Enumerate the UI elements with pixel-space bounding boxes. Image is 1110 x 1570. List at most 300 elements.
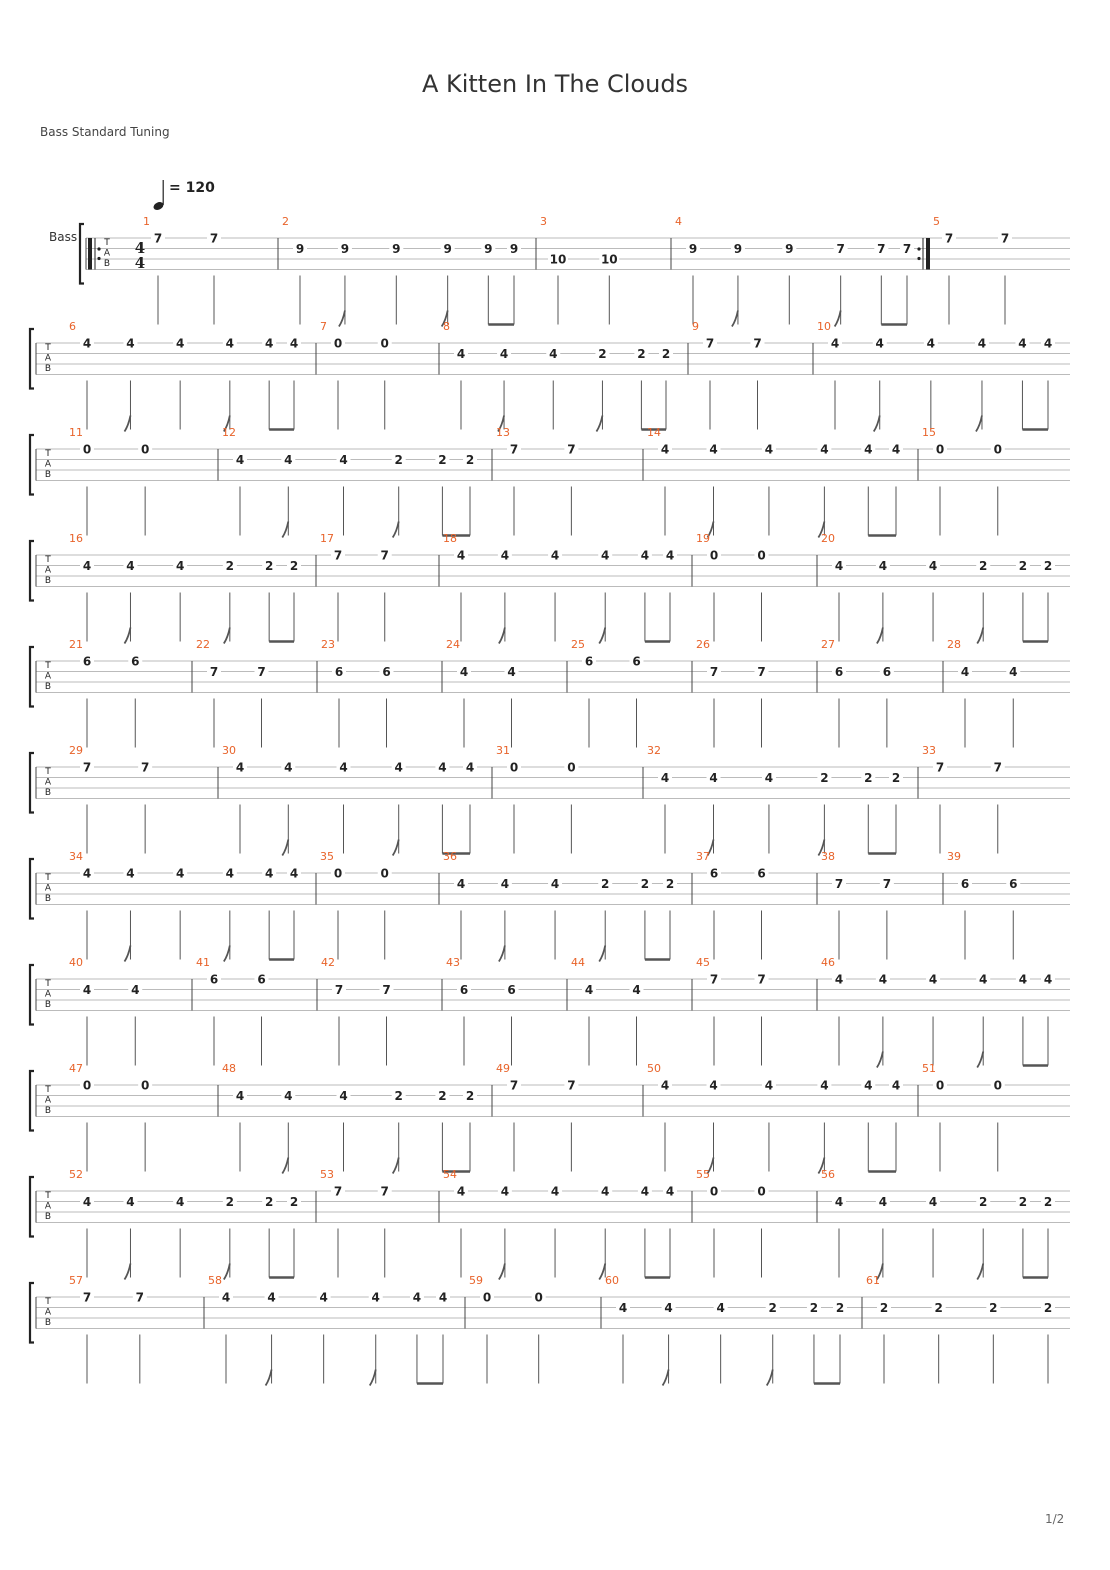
- measure-number: 42: [321, 956, 335, 969]
- fret-number: 4: [339, 760, 348, 775]
- fret-number: 6: [882, 665, 892, 679]
- fret-number: 4: [834, 972, 844, 987]
- fret-number: 2: [835, 1301, 845, 1315]
- fret-number: 6: [507, 983, 516, 997]
- fret-number: 7: [567, 1078, 576, 1093]
- fret-number: 2: [1043, 1301, 1053, 1315]
- fret-number: 2: [394, 1089, 403, 1103]
- fret-number: 4: [225, 336, 235, 351]
- tab-clef-letter: T: [45, 661, 51, 671]
- fret-number: 4: [550, 877, 560, 891]
- fret-number: 2: [979, 1195, 988, 1209]
- fret-number: 4: [1043, 972, 1053, 987]
- measure-number: 57: [69, 1274, 83, 1287]
- fret-number: 0: [935, 442, 945, 457]
- fret-number: 4: [601, 548, 610, 563]
- measure-number: 45: [696, 956, 710, 969]
- staff-system: [30, 744, 1070, 856]
- instrument-name: Bass: [49, 230, 78, 244]
- measure: [817, 1168, 1055, 1280]
- tab-clef-letter: B: [44, 470, 52, 480]
- page-number: 1/2: [1045, 1512, 1065, 1526]
- measure-number: 39: [947, 850, 961, 863]
- fret-number: 2: [438, 453, 447, 467]
- measure-number: 2: [282, 215, 289, 228]
- fret-number: 4: [878, 972, 888, 987]
- measure-number: 33: [922, 744, 936, 757]
- tuning-label: Bass Standard Tuning: [40, 125, 170, 139]
- eighth-flag: [224, 1264, 230, 1280]
- fret-number: 4: [1018, 972, 1028, 987]
- fret-number: 7: [509, 442, 519, 457]
- fret-number: 2: [264, 1195, 274, 1209]
- eighth-flag: [499, 1264, 505, 1280]
- eighth-flag: [499, 628, 505, 644]
- measure: [69, 532, 301, 644]
- fret-number: 4: [665, 548, 675, 563]
- tab-clef-letter: A: [44, 459, 52, 470]
- fret-number: 4: [891, 442, 901, 457]
- fret-number: 7: [82, 760, 92, 775]
- fret-number: 7: [993, 760, 1002, 775]
- eighth-flag: [339, 311, 345, 327]
- system-bracket: [30, 541, 34, 601]
- eighth-flag: [224, 628, 230, 644]
- eighth-flag: [224, 946, 230, 962]
- measure: [69, 320, 301, 432]
- tab-clef-letter: A: [44, 671, 52, 682]
- tempo-value: = 120: [169, 180, 215, 196]
- fret-number: 6: [960, 877, 970, 891]
- fret-number: 6: [757, 866, 766, 881]
- eighth-flag: [282, 840, 288, 856]
- fret-number: 4: [221, 1290, 231, 1305]
- tab-clef-letter: B: [44, 894, 52, 904]
- fret-number: 4: [878, 559, 888, 573]
- measure: [813, 320, 1055, 432]
- eighth-flag: [835, 311, 841, 327]
- fret-number: 2: [979, 559, 988, 573]
- measure-number: 12: [222, 426, 236, 439]
- measure-number: 1: [143, 215, 150, 228]
- fret-number: 4: [709, 1078, 718, 1093]
- fret-number: 2: [465, 453, 475, 467]
- fret-number: 2: [1018, 559, 1028, 573]
- fret-number: 4: [928, 972, 938, 987]
- measure-number: 55: [696, 1168, 710, 1181]
- fret-number: 4: [456, 347, 466, 361]
- tab-clef-letter: A: [44, 777, 52, 788]
- song-title: A Kitten In The Clouds: [421, 70, 689, 98]
- fret-number: 0: [993, 1078, 1002, 1093]
- measure: [643, 426, 903, 538]
- tab-clef-letter: B: [44, 1106, 52, 1116]
- tab-clef-letter: T: [104, 238, 110, 248]
- fret-number: 4: [284, 453, 293, 467]
- fret-number: 4: [175, 1195, 185, 1209]
- measure-number: 58: [208, 1274, 222, 1287]
- tab-clef-letter: A: [44, 1201, 52, 1212]
- fret-number: 7: [757, 665, 766, 679]
- fret-number: 2: [989, 1301, 998, 1315]
- eighth-flag: [596, 416, 602, 432]
- fret-number: 7: [902, 242, 912, 256]
- fret-number: 4: [632, 983, 641, 997]
- fret-number: 4: [499, 347, 509, 361]
- staff-system: [30, 1168, 1070, 1280]
- fret-number: 4: [820, 442, 829, 457]
- fret-number: 2: [438, 1089, 447, 1103]
- measure-number: 38: [821, 850, 835, 863]
- measure-number: 47: [69, 1062, 83, 1075]
- fret-number: 2: [809, 1301, 819, 1315]
- fret-number: 0: [757, 1184, 766, 1199]
- fret-number: 4: [438, 1290, 448, 1305]
- eighth-flag: [370, 1370, 376, 1386]
- staff-system: [30, 320, 1070, 432]
- fret-number: 4: [764, 442, 774, 457]
- fret-number: 4: [456, 548, 466, 563]
- eighth-flag: [599, 628, 605, 644]
- staff-system: [30, 1062, 1070, 1174]
- fret-number: 9: [733, 242, 743, 256]
- measure: [439, 320, 673, 432]
- fret-number: 7: [135, 1290, 144, 1305]
- tab-clef-letter: T: [45, 1085, 51, 1095]
- measure-number: 53: [320, 1168, 334, 1181]
- fret-number: 6: [209, 972, 219, 987]
- measure: [218, 1062, 477, 1174]
- measure-number: 27: [821, 638, 835, 651]
- measure: [204, 1274, 450, 1386]
- tab-clef-letter: A: [44, 353, 52, 364]
- measure-number: 11: [69, 426, 83, 439]
- fret-number: 6: [131, 654, 140, 669]
- fret-number: 2: [394, 453, 403, 467]
- measure: [69, 850, 301, 962]
- system-bracket: [30, 753, 34, 813]
- fret-number: 7: [209, 665, 219, 679]
- eighth-flag: [124, 1264, 130, 1280]
- eighth-flag: [663, 1370, 669, 1386]
- fret-number: 2: [637, 347, 646, 361]
- fret-number: 4: [665, 1184, 675, 1199]
- eighth-flag: [393, 840, 399, 856]
- fret-number: 6: [632, 654, 641, 669]
- fret-number: 4: [284, 760, 293, 775]
- tab-clef-letter: B: [44, 682, 52, 692]
- fret-number: 4: [660, 442, 670, 457]
- measure-number: 56: [821, 1168, 835, 1181]
- measure-number: 8: [443, 320, 450, 333]
- staff-system: [49, 215, 1070, 327]
- fret-number: 7: [753, 336, 762, 351]
- fret-number: 2: [1043, 1195, 1053, 1209]
- tab-clef-letter: B: [44, 576, 52, 586]
- fret-number: 6: [584, 654, 594, 669]
- fret-number: 2: [289, 1195, 299, 1209]
- fret-number: 0: [935, 1078, 945, 1093]
- fret-number: 4: [82, 559, 92, 573]
- measure-number: 35: [320, 850, 334, 863]
- fret-number: 2: [601, 877, 610, 891]
- fret-number: 2: [289, 559, 299, 573]
- eighth-flag: [282, 522, 288, 538]
- fret-number: 4: [371, 1290, 380, 1305]
- fret-number: 4: [618, 1301, 628, 1315]
- fret-number: 9: [484, 242, 493, 256]
- fret-number: 2: [264, 559, 274, 573]
- measure-number: 24: [446, 638, 460, 651]
- fret-number: 2: [864, 771, 873, 785]
- fret-number: 6: [834, 665, 844, 679]
- fret-number: 4: [640, 1184, 650, 1199]
- fret-number: 4: [175, 336, 185, 351]
- measure-number: 28: [947, 638, 961, 651]
- measure-number: 5: [933, 215, 940, 228]
- fret-number: 6: [257, 972, 266, 987]
- tab-clef-letter: A: [103, 248, 111, 259]
- measure: [671, 215, 914, 327]
- measure-number: 43: [446, 956, 460, 969]
- time-signature-bottom: 4: [134, 254, 146, 272]
- fret-number: 0: [534, 1290, 543, 1305]
- fret-number: 4: [264, 336, 274, 351]
- tab-clef-letter: B: [44, 364, 52, 374]
- fret-number: 4: [264, 866, 274, 881]
- fret-number: 4: [891, 1078, 901, 1093]
- tab-clef-letter: B: [44, 1000, 52, 1010]
- fret-number: 7: [382, 983, 391, 997]
- fret-number: 4: [926, 336, 936, 351]
- measure-number: 41: [196, 956, 210, 969]
- tab-clef-letter: B: [44, 1318, 52, 1328]
- fret-number: 7: [380, 548, 389, 563]
- fret-number: 6: [334, 665, 344, 679]
- fret-number: 4: [235, 453, 245, 467]
- fret-number: 4: [864, 1078, 873, 1093]
- fret-number: 4: [977, 336, 987, 351]
- fret-number: 4: [126, 336, 135, 351]
- system-bracket: [30, 435, 34, 495]
- fret-number: 4: [500, 1184, 510, 1199]
- fret-number: 4: [1043, 336, 1053, 351]
- fret-number: 7: [944, 231, 954, 246]
- fret-number: 4: [834, 1195, 844, 1209]
- measure-number: 25: [571, 638, 585, 651]
- eighth-flag: [124, 946, 130, 962]
- measure: [218, 744, 477, 856]
- eighth-flag: [732, 311, 738, 327]
- tab-clef-letter: T: [45, 979, 51, 989]
- measure-number: 50: [647, 1062, 661, 1075]
- fret-number: 4: [1009, 665, 1018, 679]
- fret-number: 4: [319, 1290, 328, 1305]
- fret-number: 7: [333, 1184, 343, 1199]
- staff-system: [30, 1274, 1070, 1386]
- fret-number: 2: [598, 347, 607, 361]
- measure-number: 26: [696, 638, 710, 651]
- measure-number: 36: [443, 850, 457, 863]
- fret-number: 4: [1018, 336, 1027, 351]
- measure-number: 4: [675, 215, 682, 228]
- fret-number: 4: [500, 877, 510, 891]
- fret-number: 4: [660, 1078, 670, 1093]
- tab-clef-letter: B: [44, 1212, 52, 1222]
- tab-clef-letter: T: [45, 767, 51, 777]
- measure-number: 48: [222, 1062, 236, 1075]
- staff-system: [30, 850, 1070, 962]
- system-bracket: [30, 1071, 34, 1131]
- system-bracket: [30, 329, 34, 389]
- fret-number: 9: [392, 242, 401, 256]
- fret-number: 4: [549, 347, 558, 361]
- system-bracket: [80, 224, 84, 284]
- fret-number: 4: [584, 983, 594, 997]
- fret-number: 7: [834, 877, 844, 891]
- system-bracket: [30, 965, 34, 1025]
- staff-system: [30, 638, 1070, 748]
- fret-number: 7: [1000, 231, 1010, 246]
- fret-number: 7: [82, 1290, 92, 1305]
- fret-number: 7: [709, 972, 719, 987]
- fret-number: 4: [716, 1301, 725, 1315]
- measure: [218, 426, 477, 538]
- fret-number: 2: [225, 1195, 235, 1209]
- measure-number: 37: [696, 850, 710, 863]
- fret-number: 4: [928, 559, 938, 573]
- fret-number: 0: [709, 548, 719, 563]
- fret-number: 4: [500, 548, 510, 563]
- measure: [817, 532, 1055, 644]
- measure-number: 29: [69, 744, 83, 757]
- fret-number: 9: [295, 242, 305, 256]
- fret-number: 4: [289, 336, 299, 351]
- measure-number: 46: [821, 956, 835, 969]
- fret-number: 7: [757, 972, 766, 987]
- fret-number: 2: [225, 559, 235, 573]
- fret-number: 4: [82, 1195, 92, 1209]
- eighth-flag: [767, 1370, 773, 1386]
- fret-number: 0: [140, 442, 150, 457]
- fret-number: 7: [209, 231, 219, 246]
- measure-number: 16: [69, 532, 83, 545]
- measure-number: 18: [443, 532, 457, 545]
- measure-number: 23: [321, 638, 335, 651]
- measure: [817, 956, 1055, 1068]
- fret-number: 0: [380, 336, 389, 351]
- measure-number: 32: [647, 744, 661, 757]
- fret-number: 4: [438, 760, 447, 775]
- fret-number: 2: [934, 1301, 943, 1315]
- measure-number: 40: [69, 956, 83, 969]
- measure: [439, 532, 677, 644]
- fret-number: 4: [82, 336, 92, 351]
- eighth-flag: [266, 1370, 272, 1386]
- measure-number: 6: [69, 320, 76, 333]
- measure: [643, 744, 903, 856]
- measure-number: 44: [571, 956, 585, 969]
- tab-clef-letter: B: [44, 788, 52, 798]
- fret-number: 4: [456, 1184, 466, 1199]
- fret-number: 2: [768, 1301, 777, 1315]
- measure-number: 13: [496, 426, 510, 439]
- repeat-dot: [917, 257, 920, 260]
- tab-clef-letter: A: [44, 1307, 52, 1318]
- measure: [439, 850, 677, 962]
- tab-clef-letter: A: [44, 989, 52, 1000]
- fret-number: 4: [394, 760, 403, 775]
- fret-number: 4: [550, 1184, 560, 1199]
- measure-number: 22: [196, 638, 210, 651]
- fret-number: 7: [140, 760, 150, 775]
- fret-number: 10: [549, 252, 567, 267]
- eighth-flag: [393, 522, 399, 538]
- measure-number: 51: [922, 1062, 936, 1075]
- repeat-end-thick: [926, 238, 930, 270]
- repeat-dot: [917, 247, 920, 250]
- measure-number: 15: [922, 426, 936, 439]
- fret-number: 7: [334, 983, 344, 997]
- eighth-flag: [877, 1052, 883, 1068]
- fret-number: 4: [640, 548, 650, 563]
- fret-number: 0: [333, 866, 343, 881]
- eighth-flag: [393, 1158, 399, 1174]
- tab-clef-letter: B: [103, 259, 111, 269]
- fret-number: 7: [257, 665, 266, 679]
- fret-number: 4: [834, 559, 844, 573]
- fret-number: 4: [709, 442, 718, 457]
- fret-number: 7: [836, 242, 845, 256]
- measure-number: 52: [69, 1168, 83, 1181]
- measure-number: 17: [320, 532, 334, 545]
- eighth-flag: [499, 946, 505, 962]
- fret-number: 4: [175, 866, 185, 881]
- tab-clef-letter: T: [45, 343, 51, 353]
- fret-number: 9: [443, 242, 452, 256]
- fret-number: 6: [459, 983, 469, 997]
- fret-number: 2: [820, 771, 829, 785]
- fret-number: 2: [640, 877, 650, 891]
- fret-number: 7: [567, 442, 576, 457]
- tab-clef-letter: T: [45, 1191, 51, 1201]
- fret-number: 7: [153, 231, 163, 246]
- fret-number: 4: [664, 1301, 673, 1315]
- measure-number: 10: [817, 320, 831, 333]
- fret-number: 0: [82, 1078, 92, 1093]
- fret-number: 10: [600, 252, 618, 267]
- fret-number: 4: [979, 972, 988, 987]
- fret-number: 4: [456, 877, 466, 891]
- fret-number: 7: [705, 336, 715, 351]
- fret-number: 4: [175, 559, 185, 573]
- fret-number: 4: [928, 1195, 938, 1209]
- eighth-flag: [977, 1052, 983, 1068]
- fret-number: 4: [830, 336, 840, 351]
- time-signature-top: 4: [134, 239, 146, 257]
- staff-system: [30, 956, 1070, 1068]
- fret-number: 4: [878, 1195, 888, 1209]
- fret-number: 2: [879, 1301, 889, 1315]
- tab-clef-letter: A: [44, 565, 52, 576]
- repeat-start-thick: [88, 238, 92, 270]
- fret-number: 4: [459, 665, 469, 679]
- fret-number: 7: [935, 760, 945, 775]
- fret-number: 4: [709, 771, 718, 785]
- fret-number: 4: [82, 983, 92, 997]
- fret-number: 4: [465, 760, 475, 775]
- fret-number: 4: [235, 1089, 245, 1103]
